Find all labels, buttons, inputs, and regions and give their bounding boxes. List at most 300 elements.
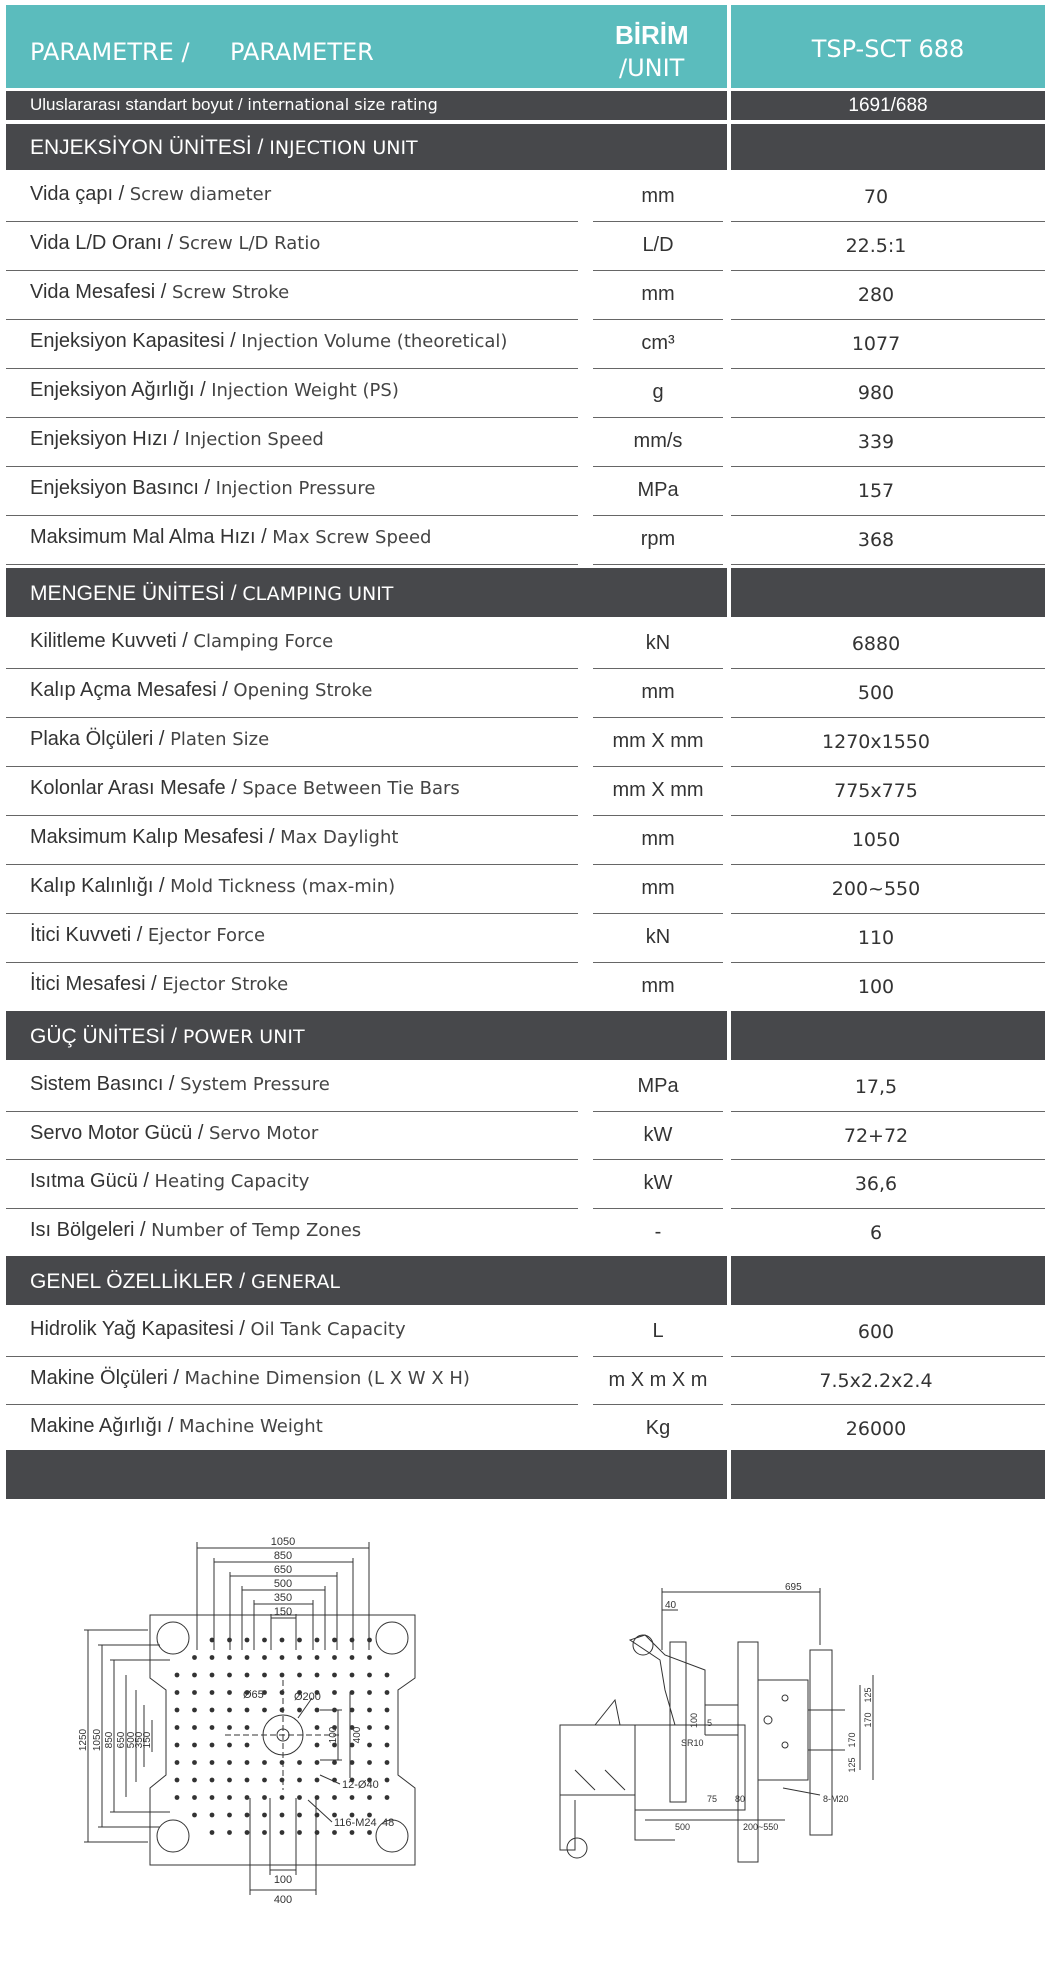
platen-hole [192, 1760, 197, 1765]
row-divider [6, 368, 578, 369]
clamping-row-value: 1050 [851, 829, 901, 851]
platen-hole [332, 1795, 337, 1800]
injection-row-unit: mm [641, 283, 675, 305]
side-view-drawing [555, 1580, 975, 1870]
side-frame-left [560, 1725, 635, 1795]
section-clamping-header [6, 568, 727, 617]
power-row-label [30, 1122, 318, 1145]
injection-row-label [30, 232, 320, 255]
row-divider [731, 1208, 1045, 1209]
platen-hole [385, 1760, 390, 1765]
platen-hole [227, 1778, 232, 1783]
general-row-unit: Kg [645, 1417, 671, 1439]
row-divider [731, 668, 1045, 669]
power-row-unit: kW [643, 1123, 673, 1146]
platen-hole [227, 1673, 232, 1678]
injection-row-label [30, 477, 375, 500]
platen-hole [192, 1743, 197, 1748]
size-rating-label [30, 95, 438, 115]
row-divider [6, 417, 578, 418]
platen-hole [192, 1795, 197, 1800]
platen-hole [367, 1690, 372, 1695]
platen-hole [385, 1725, 390, 1730]
section-injection-header-right [731, 124, 1045, 170]
platen-hole [227, 1813, 232, 1818]
platen-hole [367, 1655, 372, 1660]
injection-row-unit: cm³ [641, 332, 675, 354]
platen-hole [262, 1760, 267, 1765]
row-divider [6, 864, 578, 865]
tie-bar-bottom-left [157, 1820, 189, 1852]
platen-hole [280, 1690, 285, 1695]
side-hole-2 [782, 1742, 788, 1748]
general-row-label-en: Machine Dimension (L X W X H) [184, 1367, 470, 1389]
platen-hole [367, 1743, 372, 1748]
size-rating-value: 1691/688 [848, 95, 928, 116]
header-model: TSP-SCT 688 [811, 35, 965, 63]
injection-row-label-en: Screw L/D Ratio [178, 233, 321, 254]
platen-hole [385, 1673, 390, 1678]
clamping-row-unit: mm X mm [612, 730, 704, 752]
platen-hole [385, 1708, 390, 1713]
platen-hole [210, 1743, 215, 1748]
platen-hole [350, 1638, 355, 1643]
platen-hole [367, 1795, 372, 1800]
row-divider [731, 766, 1045, 767]
injection-row-label-tr: Vida Mesafesi / [30, 281, 172, 303]
general-row-label [30, 1367, 470, 1390]
side-dim-5: 5 [707, 1718, 713, 1728]
general-row-label-tr: Makine Ağırlığı / [30, 1415, 179, 1437]
header-param-tr: PARAMETRE / [30, 38, 190, 66]
platen-hole [315, 1813, 320, 1818]
header-model-cell [731, 5, 1045, 88]
row-divider [731, 564, 1045, 565]
platen-hole [192, 1673, 197, 1678]
dim-right-1: 100 [328, 1726, 339, 1744]
side-pivot [633, 1635, 653, 1655]
platen-hole [315, 1760, 320, 1765]
injection-row-unit: mm [641, 185, 675, 207]
general-row-value: 26000 [845, 1418, 907, 1440]
platen-hole [350, 1795, 355, 1800]
right-dimension-labels [328, 1726, 363, 1743]
row-divider [6, 1208, 578, 1209]
row-divider [593, 962, 723, 963]
size-rating-label-en: international size rating [247, 95, 438, 114]
row-divider [593, 913, 723, 914]
side-hole-1 [782, 1695, 788, 1701]
platen-hole [367, 1760, 372, 1765]
injection-row-label [30, 330, 507, 353]
clamping-row-unit: mm [641, 877, 675, 899]
side-dim-40: 40 [665, 1600, 677, 1611]
platen-hole [297, 1708, 302, 1713]
platen-hole [385, 1795, 390, 1800]
size-rating-label-tr: Uluslararası standart boyut / [30, 95, 248, 114]
injection-row-value: 70 [863, 186, 889, 208]
side-dim-100: 100 [689, 1712, 699, 1728]
clamping-row-label [30, 875, 395, 898]
clamping-row-label-tr: Kilitleme Kuvveti / [30, 630, 194, 652]
injection-row-label-en: Injection Volume (theoretical) [241, 331, 508, 352]
row-divider [593, 466, 723, 467]
platen-hole [332, 1690, 337, 1695]
power-row-value: 6 [869, 1221, 883, 1244]
row-divider [6, 815, 578, 816]
side-linkage [575, 1700, 625, 1790]
dim-left-3: 850 [104, 1731, 115, 1749]
platen-hole [367, 1725, 372, 1730]
clamping-row-label-en: Space Between Tie Bars [242, 778, 460, 799]
clamping-row-label-en: Platen Size [170, 729, 270, 750]
power-row-label [30, 1219, 361, 1242]
injection-row-label-tr: Maksimum Mal Alma Hızı / [30, 526, 273, 548]
row-divider [731, 717, 1045, 718]
clamping-row-label [30, 679, 372, 702]
injection-row-unit: L/D [642, 234, 674, 256]
row-divider [593, 717, 723, 718]
platen-hole [297, 1778, 302, 1783]
platen-hole [227, 1690, 232, 1695]
power-row-unit: MPa [637, 1075, 679, 1097]
platen-hole [332, 1760, 337, 1765]
tie-bar-top-left [157, 1622, 189, 1654]
clamping-row-value: 6880 [851, 633, 901, 655]
injection-row-label-tr: Enjeksiyon Ağırlığı / [30, 379, 212, 401]
platen-hole [367, 1708, 372, 1713]
platen-hole [350, 1830, 355, 1835]
power-row-label-en: Servo Motor [208, 1122, 319, 1144]
platen-hole [297, 1813, 302, 1818]
power-row-label-tr: Isı Bölgeleri / [30, 1218, 152, 1241]
platen-hole [227, 1743, 232, 1748]
section-general-title: GENEL ÖZELLİKLER / GENERAL [30, 1270, 340, 1293]
clamping-row-label-en: Opening Stroke [233, 680, 373, 701]
row-divider [593, 1356, 723, 1357]
platen-hole [210, 1638, 215, 1643]
power-row-unit: - [654, 1220, 662, 1243]
side-dim-125b: 125 [847, 1757, 857, 1773]
side-dim-170a: 170 [863, 1712, 873, 1728]
dim-bottom-1: 100 [273, 1874, 293, 1886]
dim-left-5: 500 [126, 1731, 137, 1749]
platen-hole [262, 1778, 267, 1783]
injection-row-value: 339 [857, 431, 895, 453]
side-wheel [567, 1838, 587, 1858]
platen-hole [245, 1655, 250, 1660]
row-divider [731, 913, 1045, 914]
clamping-row-label-en: Max Daylight [280, 827, 399, 848]
clamping-row-value: 1270x1550 [822, 731, 930, 753]
platen-hole [315, 1673, 320, 1678]
side-nozzle [764, 1716, 772, 1724]
row-divider [731, 221, 1045, 222]
row-divider [731, 815, 1045, 816]
platen-hole [385, 1690, 390, 1695]
callout-d200: Ø200 [294, 1691, 321, 1703]
dim-left-4: 650 [116, 1731, 127, 1749]
platen-hole [297, 1673, 302, 1678]
general-row-label-en: Oil Tank Capacity [250, 1319, 406, 1340]
side-dim-125a: 125 [863, 1687, 873, 1703]
clamping-row-value: 100 [857, 976, 895, 998]
dim-top-1: 1050 [270, 1536, 296, 1548]
row-divider [593, 1159, 723, 1160]
injection-row-unit: g [652, 381, 664, 403]
platen-hole [210, 1760, 215, 1765]
platen-hole [210, 1795, 215, 1800]
platen-hole [385, 1778, 390, 1783]
row-divider [731, 864, 1045, 865]
clamping-row-label [30, 777, 460, 800]
platen-hole [245, 1673, 250, 1678]
row-divider [6, 717, 578, 718]
clamping-row-label [30, 924, 265, 947]
callout-116-m24: 116-M24 [334, 1817, 377, 1829]
platen-hole [245, 1830, 250, 1835]
injection-row-label-tr: Enjeksiyon Kapasitesi / [30, 330, 242, 352]
platen-hole [262, 1708, 267, 1713]
row-divider [731, 417, 1045, 418]
power-row-label-tr: Sistem Basıncı / [30, 1073, 181, 1095]
injection-row-label-tr: Enjeksiyon Basıncı / [30, 477, 216, 499]
power-row-label-en: Number of Temp Zones [151, 1219, 362, 1241]
injection-row-value: 280 [857, 284, 895, 306]
general-row-value: 7.5x2.2x2.4 [819, 1369, 933, 1392]
platen-hole [262, 1813, 267, 1818]
section-power-header-right [731, 1011, 1045, 1060]
platen-hole [175, 1778, 180, 1783]
injection-row-label-tr: Vida L/D Oranı / [30, 232, 179, 254]
side-dim-500: 500 [675, 1822, 691, 1832]
clamping-row-value: 200~550 [831, 878, 921, 900]
platen-hole [315, 1725, 320, 1730]
power-row-label [30, 1170, 309, 1193]
power-row-label-tr: Isıtma Gücü / [30, 1170, 155, 1192]
platen-hole [227, 1795, 232, 1800]
platen-hole [210, 1673, 215, 1678]
platen-hole [227, 1830, 232, 1835]
row-divider [6, 515, 578, 516]
platen-hole [280, 1830, 285, 1835]
injection-row-label [30, 428, 324, 451]
power-row-label [30, 1073, 330, 1096]
row-divider [6, 962, 578, 963]
row-divider [593, 766, 723, 767]
table-footer-bar-right [731, 1450, 1045, 1499]
row-divider [6, 1159, 578, 1160]
clamping-row-label [30, 973, 288, 996]
platen-hole [297, 1760, 302, 1765]
row-divider [6, 564, 578, 565]
platen-hole [332, 1655, 337, 1660]
platen-hole [332, 1638, 337, 1643]
row-divider [731, 1404, 1045, 1405]
side-moving-platen [670, 1642, 686, 1802]
general-row-unit: L [652, 1320, 664, 1342]
injection-row-label-tr: Vida çapı / [30, 183, 130, 205]
header-unit-tr: BİRİM [615, 20, 689, 50]
platen-hole [367, 1638, 372, 1643]
platen-hole [245, 1708, 250, 1713]
platen-hole [210, 1778, 215, 1783]
row-divider [731, 515, 1045, 516]
power-row-value: 72+72 [843, 1124, 909, 1147]
platen-hole [280, 1795, 285, 1800]
platen-hole [210, 1655, 215, 1660]
clamping-row-value: 110 [857, 927, 895, 949]
row-divider [6, 1356, 578, 1357]
side-dim-8-m20: 8-M20 [823, 1794, 849, 1804]
callout-12-d40: 12-Ø40 [342, 1779, 379, 1791]
platen-hole [192, 1813, 197, 1818]
platen-hole [280, 1708, 285, 1713]
general-row-value: 600 [857, 1321, 895, 1343]
callout-48: 48 [382, 1817, 395, 1829]
row-divider [731, 466, 1045, 467]
platen-hole [245, 1760, 250, 1765]
row-divider [731, 1356, 1045, 1357]
power-row-label-en: System Pressure [180, 1074, 330, 1095]
general-row-unit: m X m X m [608, 1368, 708, 1391]
side-toggle [630, 1635, 705, 1725]
header-unit-en: /UNIT [619, 54, 685, 82]
platen-hole [280, 1638, 285, 1643]
left-dimension-labels [78, 1728, 153, 1751]
side-dim-695: 695 [785, 1582, 802, 1593]
row-divider [6, 270, 578, 271]
clamping-row-unit: mm X mm [612, 779, 704, 801]
tie-bar-top-right [376, 1622, 408, 1654]
platen-hole [315, 1655, 320, 1660]
platen-hole [315, 1830, 320, 1835]
platen-hole [315, 1708, 320, 1713]
power-row-unit: kW [643, 1172, 673, 1194]
injection-row-value: 980 [857, 382, 895, 404]
row-divider [6, 668, 578, 669]
size-rating-value-cell [731, 91, 1045, 120]
side-nozzle-housing [810, 1650, 832, 1835]
side-body-lower [635, 1810, 675, 1840]
platen-hole [175, 1743, 180, 1748]
injection-row-label [30, 379, 399, 402]
clamping-row-unit: kN [645, 926, 671, 948]
platen-hole [175, 1795, 180, 1800]
platen-hole [245, 1743, 250, 1748]
header-param-en: PARAMETER [230, 38, 374, 66]
injection-row-value: 22.5:1 [845, 235, 907, 257]
platen-hole [367, 1830, 372, 1835]
row-divider [593, 319, 723, 320]
platen-hole [350, 1673, 355, 1678]
platen-hole [210, 1725, 215, 1730]
row-divider [593, 668, 723, 669]
row-divider [6, 319, 578, 320]
platen-hole [227, 1725, 232, 1730]
platen-hole [175, 1760, 180, 1765]
header-parameter-cell [6, 5, 727, 88]
injection-row-label-en: Injection Weight (PS) [211, 380, 399, 401]
clamping-row-value: 500 [857, 682, 895, 704]
platen-hole [210, 1690, 215, 1695]
platen-hole [245, 1813, 250, 1818]
platen-hole [315, 1743, 320, 1748]
platen-hole [175, 1725, 180, 1730]
dim-bottom-2: 400 [273, 1894, 293, 1906]
clamping-row-value: 775x775 [834, 780, 918, 802]
power-row-label-tr: Servo Motor Gücü / [30, 1121, 209, 1144]
side-mould-block [758, 1680, 808, 1780]
clamping-row-label-tr: İtici Kuvveti / [30, 924, 148, 946]
platen-hole [297, 1638, 302, 1643]
clamping-row-unit: mm [641, 828, 675, 850]
side-dim-170b: 170 [847, 1732, 857, 1748]
platen-hole [210, 1830, 215, 1835]
callout-d65: Ø65 [243, 1689, 264, 1701]
platen-hole [175, 1673, 180, 1678]
row-divider [731, 962, 1045, 963]
clamping-row-label-tr: Kolonlar Arası Mesafe / [30, 777, 243, 799]
section-power-header [6, 1011, 727, 1060]
row-divider [731, 368, 1045, 369]
platen-hole [175, 1708, 180, 1713]
side-dim-75: 75 [707, 1794, 718, 1804]
clamping-row-label-tr: İtici Mesafesi / [30, 973, 163, 995]
injection-row-value: 1077 [851, 333, 901, 355]
power-row-label-en: Heating Capacity [154, 1171, 310, 1192]
row-divider [731, 1159, 1045, 1160]
platen-hole [192, 1725, 197, 1730]
row-divider [6, 221, 578, 222]
row-divider [731, 319, 1045, 320]
clamping-row-label-tr: Maksimum Kalıp Mesafesi / [30, 826, 281, 848]
platen-hole [262, 1655, 267, 1660]
clamping-row-label-en: Mold Tickness (max-min) [170, 876, 396, 897]
section-injection-title: ENJEKSİYON ÜNİTESİ / INJECTION UNIT [30, 136, 418, 159]
dim-top-6: 150 [273, 1606, 293, 1618]
clamping-row-label-en: Ejector Force [147, 925, 266, 946]
side-dim-80: 80 [735, 1794, 746, 1804]
platen-hole [245, 1725, 250, 1730]
row-divider [6, 766, 578, 767]
section-power-title: GÜÇ ÜNİTESİ / POWER UNIT [30, 1025, 305, 1048]
injection-row-unit: rpm [640, 528, 676, 550]
platen-hole [192, 1690, 197, 1695]
platen-hole [332, 1673, 337, 1678]
platen-hole [192, 1708, 197, 1713]
dim-top-4: 500 [273, 1578, 293, 1590]
row-divider [731, 270, 1045, 271]
row-divider [593, 270, 723, 271]
section-clamping-header-right [731, 568, 1045, 617]
section-general-header [6, 1256, 727, 1305]
platen-hole [245, 1638, 250, 1643]
row-divider [6, 913, 578, 914]
platen-drawing [80, 1530, 500, 1910]
platen-hole [175, 1690, 180, 1695]
clamping-row-label-tr: Plaka Ölçüleri / [30, 728, 171, 750]
platen-hole [227, 1638, 232, 1643]
general-row-label-tr: Hidrolik Yağ Kapasitesi / [30, 1318, 251, 1340]
dim-left-6: 350 [134, 1731, 145, 1749]
general-row-label-en: Machine Weight [178, 1416, 323, 1437]
injection-row-unit: MPa [637, 479, 679, 501]
clamping-row-unit: mm [641, 681, 675, 703]
platen-hole [262, 1638, 267, 1643]
row-divider [593, 564, 723, 565]
row-divider [593, 864, 723, 865]
